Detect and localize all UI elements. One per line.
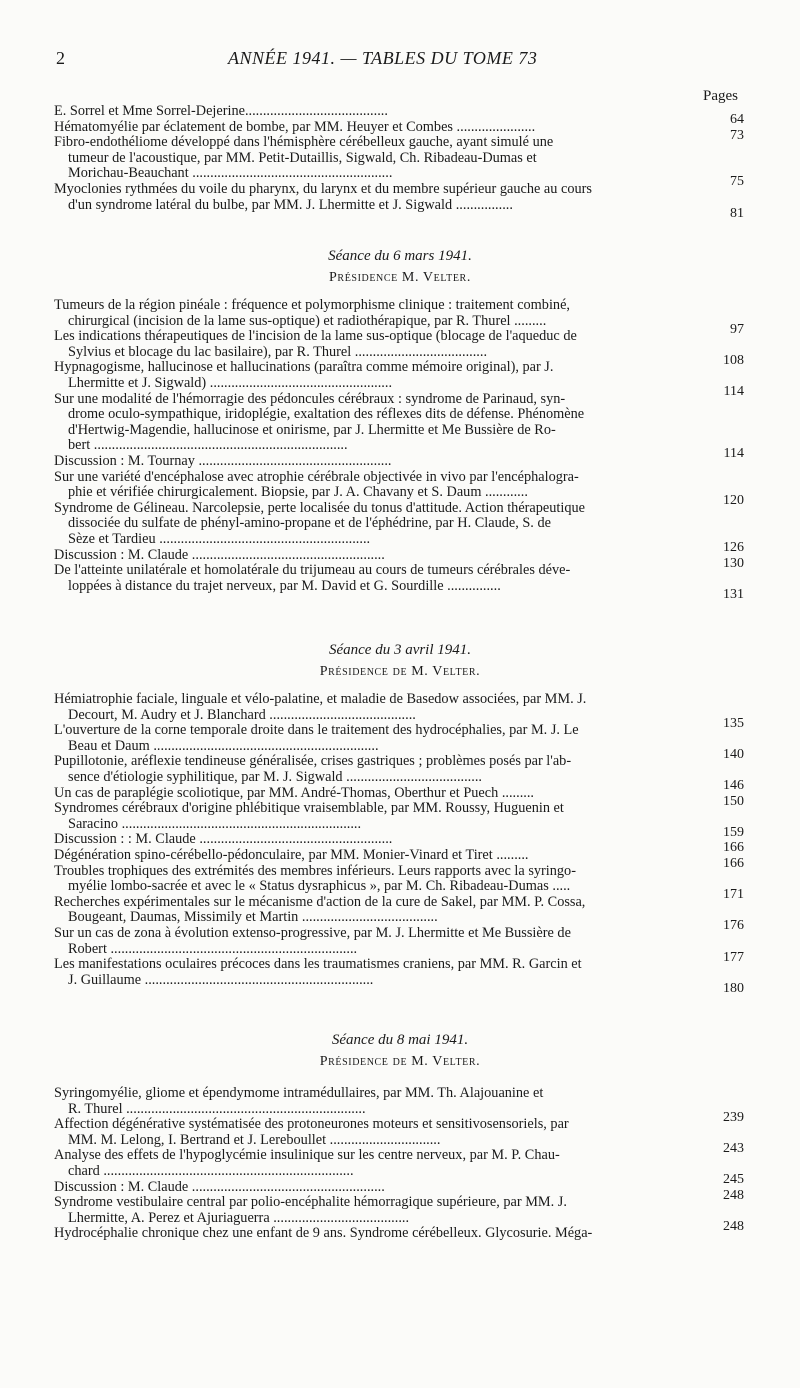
toc-page-number: 126 [723, 539, 744, 555]
toc-entry-line: Syndrome de Gélineau. Narcolepsie, perte localisée du tonus d'attitude. Action thérapeutique [54, 499, 585, 516]
toc-entry-text [54, 392, 744, 454]
toc-entry-text [54, 135, 744, 182]
toc-entry-line: MM. M. Lelong, I. Bertrand et J. Lereboullet ............................... [68, 1131, 441, 1148]
toc-entry-line: d'un syndrome latéral du bulbe, par MM. J. Lhermitte et J. Sigwald ................ [68, 196, 513, 213]
toc-entry-line: Bougeant, Daumas, Missimily et Martin ...................................... [68, 909, 438, 926]
toc-entry-line: Syndromes cérébraux d'origine phlébitique vraisemblable, par MM. Roussy, Huguenin et [54, 800, 564, 817]
toc-entry-line: Sur une variété d'encéphalose avec atrophie cérébrale objectivée in vivo par l'encéphalogra- [54, 468, 579, 485]
toc-page-number: 64 [730, 112, 744, 127]
toc-entry-line: Fibro-endothéliome développé dans l'hémisphère cérébelleux gauche, ayant simulé une [54, 134, 554, 151]
toc-entry [54, 956, 744, 996]
toc-entry-text [54, 120, 744, 136]
toc-entry-text [54, 360, 744, 391]
toc-entry-line: Sur un cas de zona à évolution extenso-progressive, par M. J. Lhermitte et Me Bussière de [54, 924, 571, 941]
toc-entry-line: Dégénération spino-cérébello-pédonculaire, par MM. Monier-Vinard et Tiret ......... [54, 846, 529, 863]
toc-entry-line: Discussion : M. Claude ...................................................... [54, 546, 385, 563]
toc-entry-line: sence d'étiologie syphilitique, par M. J. Sigwald ...................................... [68, 768, 482, 785]
toc-entry-line: tumeur de l'acoustique, par MM. Petit-Dutaillis, Sigwald, Ch. Ribadeau-Dumas et [68, 149, 537, 166]
toc-page-number: 140 [723, 746, 744, 762]
toc-page-number: 130 [723, 555, 744, 571]
toc-entry-text [54, 182, 744, 213]
toc-entry-text [54, 895, 744, 926]
section-heading-3 [0, 1030, 800, 1072]
toc-page-number: 97 [730, 321, 744, 337]
toc-entry-line: Hémiatrophie faciale, linguale et vélo-palatine, et maladie de Basedow associées, par MM. J. [54, 691, 587, 707]
toc-entry-text [54, 298, 744, 329]
toc-entry-line: Sur une modalité de l'hémorragie des pédoncules cérébraux : syndrome de Parinaud, syn- [54, 390, 566, 407]
toc-entry-line: Discussion : M. Claude ...................................................... [54, 1178, 385, 1195]
toc-entry-text [54, 1226, 744, 1242]
toc-entry-text [54, 563, 744, 594]
toc-entry-text [54, 848, 744, 864]
toc-page-number: 248 [723, 1187, 744, 1203]
pages-column-label: Pages [703, 88, 738, 104]
toc-entry-text [54, 692, 744, 723]
toc-page-number: 146 [723, 777, 744, 793]
entries-section-0 [54, 103, 744, 221]
presidence: Présidence de M. Velter. [319, 664, 481, 679]
toc-entry-text [54, 1195, 744, 1226]
toc-entry-line: chard ...................................................................... [68, 1162, 354, 1179]
presidence: Présidence M. Velter. [329, 270, 471, 285]
toc-entry-text [54, 754, 744, 785]
toc-entry-text [54, 786, 744, 802]
toc-entry-line: Troubles trophiques des extrémités des membres inférieurs. Leurs rapports avec la syringo- [54, 862, 576, 879]
toc-page-number: 120 [723, 493, 744, 509]
toc-page-number: 166 [723, 855, 744, 871]
toc-entry-text [54, 957, 744, 988]
toc-entry [54, 180, 744, 221]
toc-page-number: 239 [723, 1109, 744, 1125]
toc-entry-line: Analyse des effets de l'hypoglycémie insulinique sur les centre nerveux, par M. P. Chau- [54, 1147, 560, 1164]
toc-entry-text [54, 1117, 744, 1148]
toc-entry-text [54, 723, 744, 754]
toc-page-number: 150 [723, 793, 744, 809]
running-title: ANNÉE 1941. — TABLES DU TOME 73 [228, 48, 538, 68]
toc-page-number: 171 [723, 887, 744, 903]
toc-page-number: 245 [723, 1171, 744, 1187]
toc-entry-line: Lhermitte et J. Sigwald) ................................................... [68, 374, 393, 391]
toc-entry-line: Pupillotonie, aréflexie tendineuse généralisée, crises gastriques ; problèmes posés par l'ab- [54, 753, 572, 770]
toc-entry [54, 1226, 744, 1242]
toc-page-number: 243 [723, 1140, 744, 1156]
toc-entry-line: Decourt, M. Audry et J. Blanchard ......................................... [68, 706, 416, 723]
toc-entry-line: Lhermitte, A. Perez et Ajuriaguerra ...................................... [68, 1209, 410, 1226]
toc-entry-text [54, 104, 744, 120]
toc-entry-line: Sèze et Tardieu ........................................................... [68, 530, 371, 547]
toc-entry-line: Syndrome vestibulaire central par polio-encéphalite hémorragique supérieure, par MM. J. [54, 1194, 567, 1211]
toc-entry-line: drome oculo-sympathique, iridoplégie, exaltation des réflexes dits de défense. Phénomène [68, 406, 585, 423]
toc-entry-line: Sylvius et blocage du lac basilaire), par R. Thurel ..................................... [68, 343, 488, 360]
toc-page-number: 248 [723, 1218, 744, 1234]
toc-entry-line: Tumeurs de la région pinéale : fréquence et polymorphisme clinique : traitement combiné, [54, 297, 570, 313]
toc-entry-line: chirurgical (incision de la lame sus-optique) et radiothérapique, par R. Thurel ......... [68, 312, 547, 329]
entries-section-1 [54, 297, 744, 602]
seance-date: Séance du 6 mars 1941. [328, 248, 472, 264]
presidence: Présidence de M. Velter. [319, 1054, 481, 1069]
toc-entry-line: Les manifestations oculaires précoces dans les traumatismes craniens, par MM. R. Garcin et [54, 956, 582, 973]
toc-entry-text [54, 454, 744, 470]
toc-entry [54, 562, 744, 602]
entries-section-3 [54, 1086, 744, 1242]
toc-entry-text [54, 926, 744, 957]
toc-entry-line: Beau et Daum ............................................................... [68, 737, 379, 754]
toc-entry-text [54, 801, 744, 832]
toc-entry-line: Syringomyélie, gliome et épendymome intramédullaires, par MM. Th. Alajouanine et [54, 1085, 544, 1101]
toc-entry-line: Myoclonies rythmées du voile du pharynx, du larynx et du membre supérieur gauche au cours [54, 180, 592, 197]
toc-entry-line: Un cas de paraplégie scoliotique, par MM. André-Thomas, Oberthur et Puech ......... [54, 784, 535, 801]
toc-entry-line: E. Sorrel et Mme Sorrel-Dejerine........................................ [54, 103, 388, 119]
toc-page-number: 75 [730, 174, 744, 190]
toc-page-number: 114 [723, 446, 744, 462]
toc-page-number: 131 [723, 586, 744, 602]
toc-entry-line: J. Guillaume ................................................................ [68, 971, 374, 988]
toc-entry-line: d'Hertwig-Magendie, hallucinose et onirisme, par J. Lhermitte et Me Bussière de Ro- [68, 421, 556, 438]
toc-page-number: 166 [723, 840, 744, 856]
toc-page-number: 73 [730, 127, 744, 143]
toc-entry-text [54, 548, 744, 564]
seance-date: Séance du 3 avril 1941. [328, 642, 472, 658]
toc-page-number: 114 [723, 383, 744, 399]
toc-entry-line: Hypnagogisme, hallucinose et hallucinations (paraîtra comme mémoire original), par J. [54, 359, 554, 376]
section-heading-1 [0, 246, 800, 288]
toc-page-number: 180 [723, 980, 744, 996]
section-heading-2 [0, 640, 800, 682]
toc-entry-text [54, 864, 744, 895]
toc-entry-line: Hydrocéphalie chronique chez une enfant de 9 ans. Syndrome cérébelleux. Glycosurie. Méga- [54, 1225, 593, 1242]
toc-entry-text [54, 470, 744, 501]
seance-date: Séance du 8 mai 1941. [331, 1032, 469, 1048]
entries-section-2 [54, 691, 744, 996]
toc-page-number: 159 [723, 824, 744, 840]
toc-entry-line: Morichau-Beauchant ........................................................ [68, 165, 393, 182]
toc-entry-line: De l'atteinte unilatérale et homolatérale du trijumeau au cours de tumeurs cérébrales déve- [54, 562, 571, 579]
toc-entry-text [54, 1180, 744, 1196]
toc-entry-text [54, 329, 744, 360]
toc-entry-text [54, 501, 744, 548]
toc-entry-line: L'ouverture de la corne temporale droite dans le traitement des hydrocéphalies, par M. J. Le [54, 722, 579, 739]
toc-page-number: 176 [723, 918, 744, 934]
toc-entry-text [54, 832, 744, 848]
toc-entry-line: Saracino ................................................................... [68, 815, 362, 832]
toc-entry-line: Robert ..................................................................... [68, 940, 358, 957]
toc-entry-line: Les indications thérapeutiques de l'incision de la lame sus-optique (blocage de l'aqueduc de [54, 328, 577, 345]
toc-entry-line: R. Thurel ................................................................... [68, 1100, 366, 1117]
toc-entry-line: Recherches expérimentales sur le mécanisme d'action de la cure de Sakel, par MM. P. Cossa, [54, 893, 586, 910]
page-number: 2 [56, 48, 66, 68]
toc-entry-text [54, 1086, 744, 1117]
toc-entry-line: loppées à distance du trajet nerveux, par M. David et G. Sourdille ............... [68, 577, 501, 594]
toc-entry-line: myélie lombo-sacrée et avec le « Status dysraphicus », par M. Ch. Ribadeau-Dumas ..... [68, 878, 571, 895]
toc-entry-text [54, 1148, 744, 1179]
page-header [0, 48, 800, 72]
toc-entry-line: Affection dégénérative systématisée des protoneurones moteurs et sensitivosensoriels, par [54, 1116, 569, 1133]
toc-entry-line: Discussion : : M. Claude ...................................................... [54, 831, 393, 848]
toc-page-number: 81 [730, 205, 744, 221]
toc-entry-line: Discussion : M. Tournay ...................................................... [54, 452, 392, 469]
toc-page-number: 135 [723, 715, 744, 731]
toc-entry-line: phie et vérifiée chirurgicalement. Biopsie, par J. A. Chavany et S. Daum ............ [68, 484, 528, 501]
toc-entry [54, 454, 744, 470]
toc-entry-line: Hématomyélie par éclatement de bombe, par MM. Heuyer et Combes ...................... [54, 118, 536, 135]
toc-entry-line: dissociée du sulfate de phényl-amino-propane et de l'éphédrine, par H. Claude, S. de [68, 515, 551, 532]
toc-page-number: 108 [723, 352, 744, 368]
toc-page-number: 177 [723, 949, 744, 965]
toc-entry-line: bert ....................................................................... [68, 437, 348, 454]
